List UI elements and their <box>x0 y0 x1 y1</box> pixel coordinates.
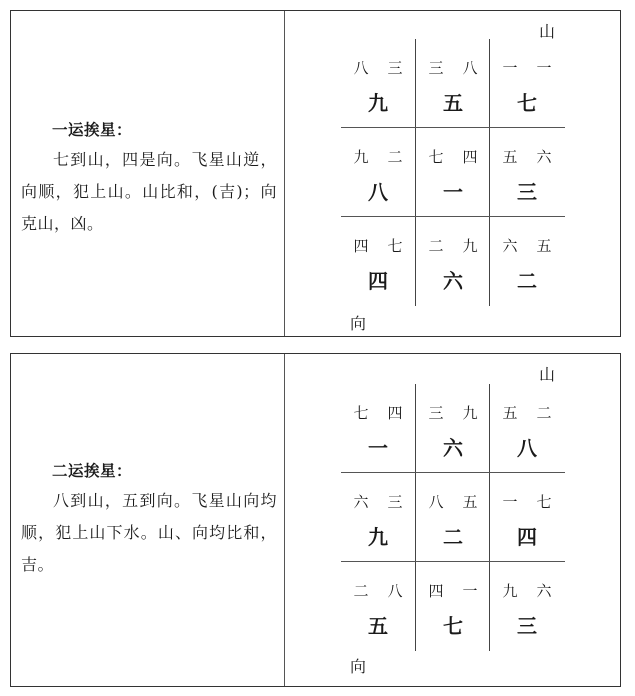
facing-star: 七 <box>536 493 552 511</box>
star-pair <box>416 491 490 512</box>
facing-star: 八 <box>387 582 403 600</box>
mountain-star: 六 <box>502 237 518 255</box>
nine-palace-grid <box>341 384 565 651</box>
palace-cell <box>490 384 564 472</box>
star-pair <box>490 402 564 423</box>
mountain-star: 四 <box>353 237 369 255</box>
star-pair <box>341 57 415 78</box>
period-description: 八到山，五到向。飞星山向均顺，犯上山下水。山、向均比和，吉。 <box>21 491 277 574</box>
period-star: 二 <box>517 269 537 293</box>
mountain-label: 山 <box>539 22 556 41</box>
description-column <box>11 11 285 336</box>
star-pair <box>490 146 564 167</box>
mountain-star: 二 <box>353 582 369 600</box>
palace-cell <box>416 562 490 650</box>
period-star: 六 <box>443 436 463 460</box>
palace-cell <box>341 562 415 650</box>
star-pair <box>416 57 490 78</box>
palace-cell <box>416 473 490 561</box>
star-pair <box>341 491 415 512</box>
palace-cell <box>416 217 490 305</box>
star-pair <box>341 146 415 167</box>
palace-cell <box>490 39 564 127</box>
palace-cell <box>341 128 415 216</box>
star-pair <box>341 402 415 423</box>
palace-cell <box>490 473 564 561</box>
facing-star: 四 <box>462 148 478 166</box>
mountain-star: 八 <box>353 59 369 77</box>
mountain-star: 三 <box>428 59 444 77</box>
facing-star: 三 <box>387 493 403 511</box>
mountain-star: 五 <box>502 148 518 166</box>
star-pair <box>416 580 490 601</box>
mountain-star: 五 <box>502 404 518 422</box>
palace-cell <box>490 128 564 216</box>
palace-cell <box>490 217 564 305</box>
mountain-label: 山 <box>539 365 556 384</box>
period-heading: 一运挨星： <box>52 120 133 139</box>
period-star: 四 <box>517 525 537 549</box>
facing-star: 八 <box>462 59 478 77</box>
nine-palace-grid <box>341 39 565 306</box>
period-star: 九 <box>368 91 388 115</box>
palace-cell <box>416 128 490 216</box>
facing-star: 二 <box>387 148 403 166</box>
mountain-star: 九 <box>502 582 518 600</box>
facing-star: 九 <box>462 237 478 255</box>
mountain-star: 一 <box>502 59 518 77</box>
facing-star: 一 <box>536 59 552 77</box>
palace-cell <box>490 562 564 650</box>
period-2-panel <box>10 353 621 687</box>
mountain-star: 一 <box>502 493 518 511</box>
facing-star: 二 <box>536 404 552 422</box>
star-pair <box>490 491 564 512</box>
mountain-star: 四 <box>428 582 444 600</box>
period-heading: 二运挨星： <box>52 461 133 480</box>
star-pair <box>490 57 564 78</box>
period-star: 七 <box>443 614 463 638</box>
palace-cell <box>416 39 490 127</box>
mountain-star: 二 <box>428 237 444 255</box>
facing-star: 五 <box>536 237 552 255</box>
mountain-star: 八 <box>428 493 444 511</box>
period-star: 二 <box>443 525 463 549</box>
period-star: 五 <box>368 614 388 638</box>
period-star: 一 <box>368 436 388 460</box>
star-pair <box>416 235 490 256</box>
star-pair <box>490 235 564 256</box>
palace-cell <box>416 384 490 472</box>
palace-cell <box>341 384 415 472</box>
palace-cell <box>341 217 415 305</box>
facing-star: 四 <box>387 404 403 422</box>
period-description: 七到山，四是向。飞星山逆，向顺，犯上山。山比和，(吉)；向克山，凶。 <box>21 150 277 233</box>
mountain-star: 七 <box>353 404 369 422</box>
flying-star-chart <box>284 11 620 336</box>
period-star: 三 <box>517 180 537 204</box>
palace-cell <box>341 473 415 561</box>
facing-label: 向 <box>350 314 367 333</box>
mountain-star: 七 <box>428 148 444 166</box>
period-star: 七 <box>517 91 537 115</box>
period-star: 一 <box>443 180 463 204</box>
period-star: 九 <box>368 525 388 549</box>
facing-star: 五 <box>462 493 478 511</box>
period-star: 八 <box>517 436 537 460</box>
facing-star: 七 <box>387 237 403 255</box>
period-star: 四 <box>368 269 388 293</box>
palace-cell <box>341 39 415 127</box>
period-star: 三 <box>517 614 537 638</box>
mountain-star: 六 <box>353 493 369 511</box>
period-1-panel <box>10 10 621 337</box>
description-column <box>11 354 285 686</box>
star-pair <box>490 580 564 601</box>
star-pair <box>341 235 415 256</box>
facing-label: 向 <box>350 657 367 676</box>
facing-star: 六 <box>536 148 552 166</box>
mountain-star: 三 <box>428 404 444 422</box>
star-pair <box>341 580 415 601</box>
flying-star-chart <box>284 354 620 686</box>
period-star: 五 <box>443 91 463 115</box>
facing-star: 三 <box>387 59 403 77</box>
period-star: 八 <box>368 180 388 204</box>
star-pair <box>416 146 490 167</box>
facing-star: 六 <box>536 582 552 600</box>
facing-star: 一 <box>462 582 478 600</box>
star-pair <box>416 402 490 423</box>
mountain-star: 九 <box>353 148 369 166</box>
facing-star: 九 <box>462 404 478 422</box>
period-star: 六 <box>443 269 463 293</box>
